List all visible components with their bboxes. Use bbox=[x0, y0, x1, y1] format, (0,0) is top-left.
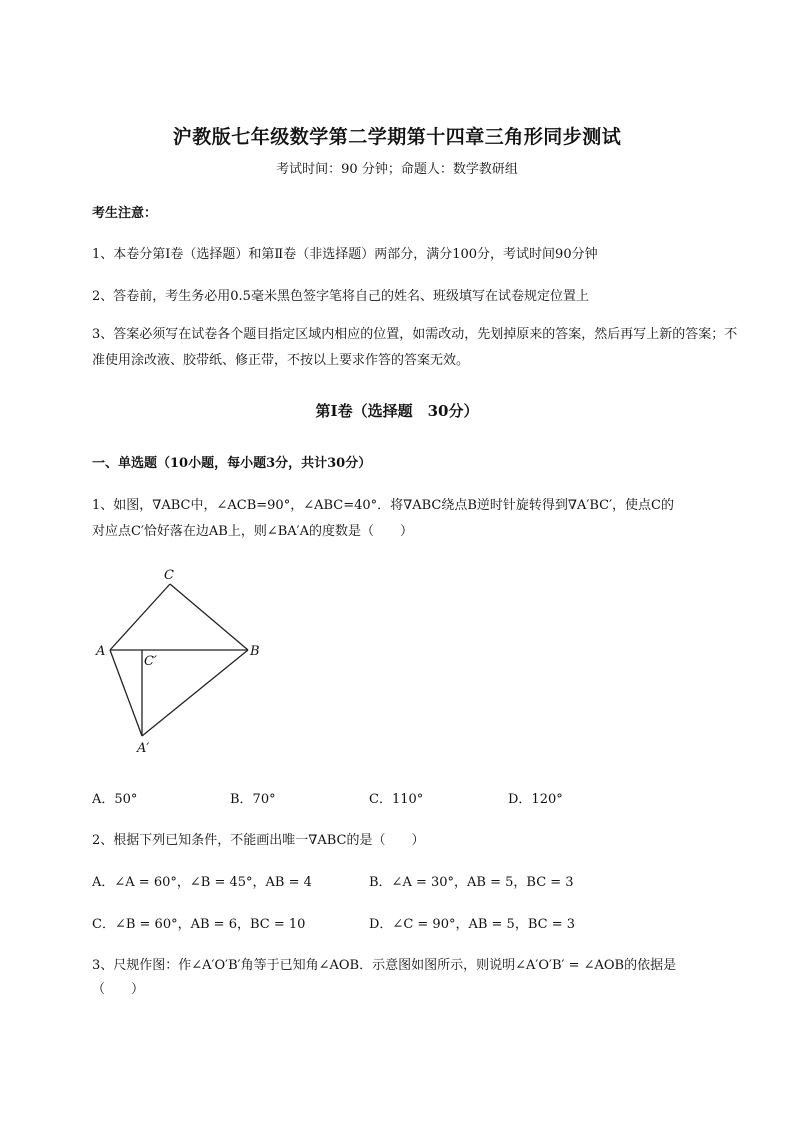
label-a: A bbox=[96, 644, 106, 659]
q2-option-c: C．∠B = 60°，AB = 6，BC = 10 bbox=[92, 917, 306, 932]
q1-option-a: A．50° bbox=[92, 792, 138, 807]
question-2-line-1: 2、根据下列已知条件，不能画出唯一∇ABC的是（ ） bbox=[92, 833, 425, 848]
q2-option-a: A．∠A = 60°，∠B = 45°，AB = 4 bbox=[92, 875, 312, 890]
page-title: 沪教版七年级数学第二学期第十四章三角形同步测试 bbox=[172, 126, 622, 148]
notice-item-1: 1、本卷分第Ⅰ卷（选择题）和第Ⅱ卷（非选择题）两部分，满分100分，考试时间90分钟 bbox=[92, 247, 598, 262]
question-3-line-1: 3、尺规作图：作∠A′O′B′角等于已知角∠AOB．示意图如图所示，则说明∠A′O′B′ = ∠AOB的依据是 bbox=[92, 958, 677, 973]
notice-heading: 考生注意： bbox=[92, 206, 158, 221]
segment-a-prime-b bbox=[142, 650, 248, 736]
notice-item-2: 2、答卷前，考生务必用0.5毫米黑色签字笔将自己的姓名、班级填写在试卷规定位置上 bbox=[92, 289, 589, 304]
question-1-line-1: 1、如图，∇ABC中，∠ACB=90°，∠ABC=40°．将∇ABC绕点B逆时针旋转得到∇A′BC′，使点C的 bbox=[92, 498, 674, 513]
segment-cb bbox=[170, 584, 248, 650]
label-c: C bbox=[164, 568, 174, 583]
exam-info: 考试时间：90 分钟；命题人：数学教研组 bbox=[276, 162, 518, 177]
notice-item-3: 3、答案必须写在试卷各个题目指定区域内相应的位置，如需改动，先划掉原来的答案，然后再写上新的答案；不准使用涂改液、胶带纸、修正带，不按以上要求作答的答案无效。 bbox=[92, 327, 738, 368]
question-1-figure bbox=[90, 560, 270, 760]
question-1-line-2: 对应点C′恰好落在边AB上，则∠BA′A的度数是（ ） bbox=[92, 524, 414, 539]
section-title: 第Ⅰ卷（选择题 30分） bbox=[315, 402, 479, 420]
q2-option-d: D．∠C = 90°，AB = 5，BC = 3 bbox=[369, 917, 576, 932]
part-heading: 一、单选题（10小题，每小题3分，共计30分） bbox=[92, 456, 372, 471]
segment-a-a-prime bbox=[110, 650, 142, 736]
question-3-line-2: （ ） bbox=[92, 982, 145, 997]
q2-option-b: B．∠A = 30°，AB = 5，BC = 3 bbox=[369, 875, 574, 890]
label-a-prime: A′ bbox=[137, 741, 150, 756]
q1-option-d: D．120° bbox=[508, 792, 563, 807]
q1-option-c: C．110° bbox=[369, 792, 424, 807]
label-b: B bbox=[250, 644, 260, 659]
label-c-prime: C′ bbox=[144, 654, 157, 669]
segment-ac bbox=[110, 584, 170, 650]
q1-option-b: B．70° bbox=[230, 792, 276, 807]
